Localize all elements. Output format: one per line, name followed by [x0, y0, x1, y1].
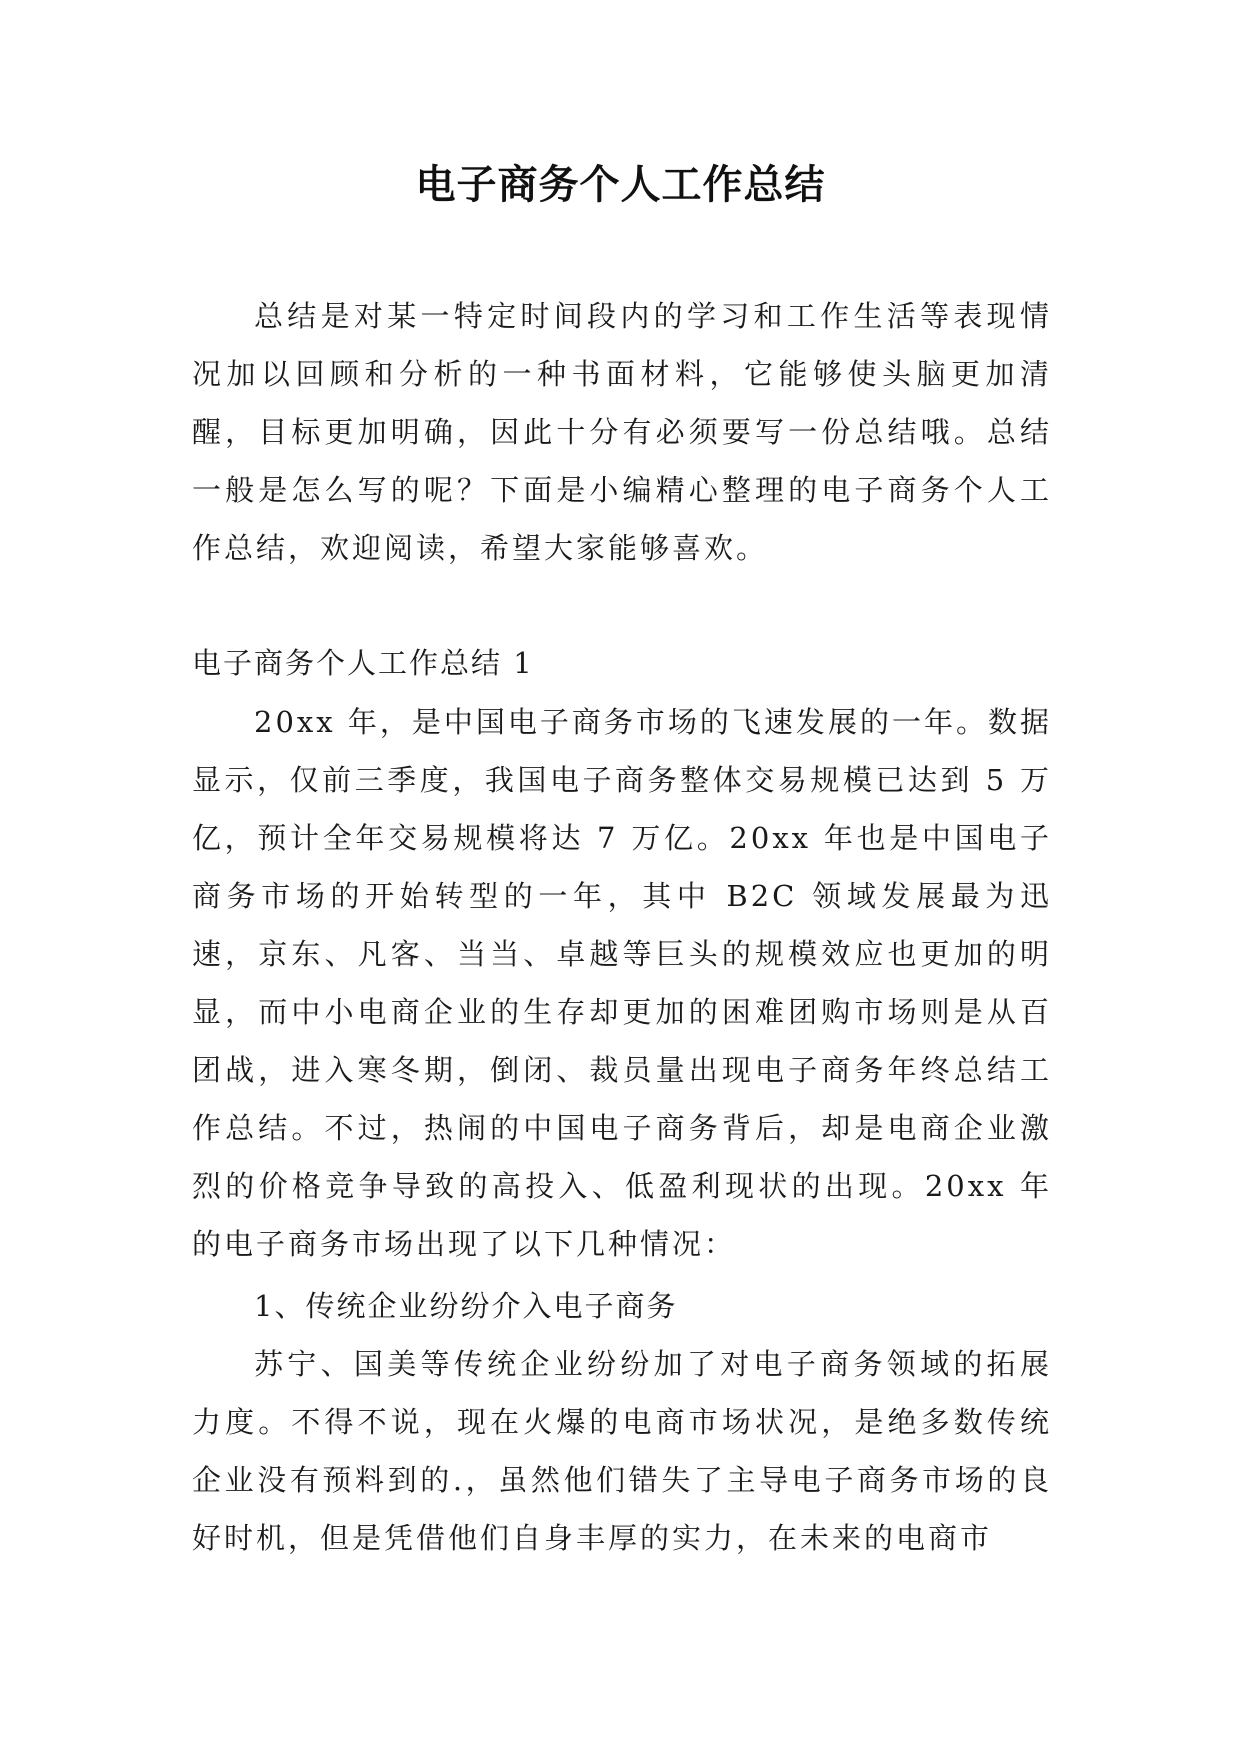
- body-paragraph: 20xx 年，是中国电子商务市场的飞速发展的一年。数据显示，仅前三季度，我国电子商务整体交易规模已达到 5 万亿，预计全年交易规模将达 7 万亿。20xx 年也是中国电子商务市场的开始转型的一年，其中 B2C 领域发展最为迅速，京东、凡客、当当、卓越等巨头的规模效应也更加的明显，而中小电商企业的生存却更加的困难团购市场则是从百团战，进入寒冬期，倒闭、裁员量出现电子商务年终总结工作总结。不过，热闹的中国电子商务背后，却是电商企业激烈的价格竞争导致的高投入、低盈利现状的出现。20xx 年的电子商务市场出现了以下几种情况：: [192, 705, 1052, 1261]
- section-heading: 电子商务个人工作总结 1: [192, 646, 534, 680]
- body-paragraph: 苏宁、国美等传统企业纷纷加了对电子商务领域的拓展力度。不得不说，现在火爆的电商市场状况，是绝多数传统企业没有预料到的.，虽然他们错失了主导电子商务市场的良好时机，但是凭借他们自身丰厚的实力，在未来的电商市: [192, 1347, 1052, 1555]
- document-title: 电子商务个人工作总结: [415, 162, 826, 208]
- numbered-subheading: 1、传统企业纷纷介入电子商务: [254, 1289, 678, 1323]
- intro-paragraph: 总结是对某一特定时间段内的学习和工作生活等表现情况加以回顾和分析的一种书面材料，它能够使头脑更加清醒，目标更加明确，因此十分有必须要写一份总结哦。总结一般是怎么写的呢？下面是小编精心整理的电子商务个人工作总结，欢迎阅读，希望大家能够喜欢。: [192, 299, 1052, 565]
